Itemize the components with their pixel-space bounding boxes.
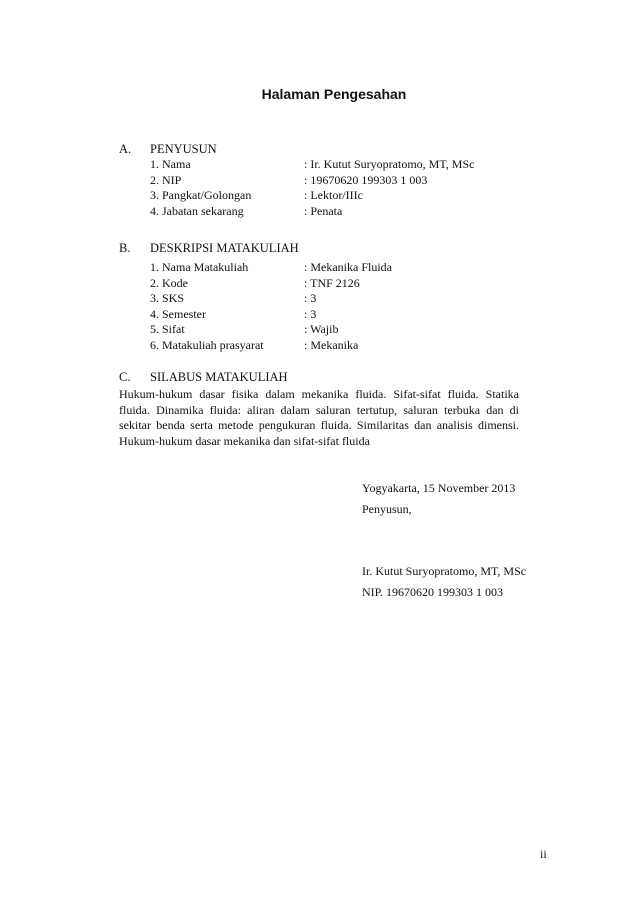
section-a-fields xyxy=(150,157,570,219)
field-row-nama-matakuliah xyxy=(150,260,570,276)
field-row-kode xyxy=(150,276,570,292)
field-value: : 3 xyxy=(304,306,317,321)
field-label: 1. Nama Matakuliah xyxy=(150,260,249,274)
field-label: 4. Semester xyxy=(150,306,206,321)
field-row-pangkat xyxy=(150,188,570,204)
field-value: : Ir. Kutut Suryopratomo, MT, MSc xyxy=(304,157,475,171)
field-value: : Wajib xyxy=(304,322,339,336)
field-label: 6. Matakuliah prasyarat xyxy=(150,337,264,352)
section-a-letter: A. xyxy=(119,142,132,156)
syllabus-text: Hukum-hukum dasar fisika dalam mekanika fluida. Sifat-sifat fluida. Statika fluida. Dinamika fluida: aliran dalam saluran tertutup, saluran terbuka dan di sekitar benda serta metode pengukuran fluida. Similaritas dan analisis dimensi. Hukum-hukum dasar mekanika dan sifat-sifat fluida xyxy=(119,387,519,448)
field-row-prasyarat xyxy=(150,338,570,354)
field-value: : TNF 2126 xyxy=(304,275,360,290)
field-value: : Mekanika Fluida xyxy=(304,260,392,274)
section-a-heading xyxy=(119,142,217,157)
field-row-nama xyxy=(150,157,570,173)
field-label: 1. Nama xyxy=(150,157,191,171)
signature-name: Ir. Kutut Suryopratomo, MT, MSc xyxy=(362,564,527,578)
field-value: : 3 xyxy=(304,291,317,305)
field-value: : Lektor/IIIc xyxy=(304,188,363,202)
section-b-heading xyxy=(119,241,299,256)
signature-place-date: Yogyakarta, 15 November 2013 xyxy=(362,481,516,495)
section-c-heading xyxy=(119,370,288,385)
section-b-title: DESKRIPSI MATAKULIAH xyxy=(150,241,299,255)
section-b-fields xyxy=(150,260,570,353)
field-label: 3. Pangkat/Golongan xyxy=(150,188,252,202)
signature-nip: NIP. 19670620 199303 1 003 xyxy=(362,585,504,599)
field-row-nip xyxy=(150,173,570,189)
field-value: : Mekanika xyxy=(304,337,359,352)
field-row-semester xyxy=(150,307,570,323)
field-label: 2. NIP xyxy=(150,172,182,187)
page-title: Halaman Pengesahan xyxy=(261,86,407,102)
section-c-letter: C. xyxy=(119,370,131,384)
field-label: 2. Kode xyxy=(150,275,188,290)
page-number: ii xyxy=(540,847,547,861)
field-row-sks xyxy=(150,291,570,307)
field-label: 4. Jabatan sekarang xyxy=(150,203,244,218)
signature-role: Penyusun, xyxy=(362,502,412,516)
field-label: 5. Sifat xyxy=(150,322,185,336)
section-c-title: SILABUS MATAKULIAH xyxy=(150,370,288,384)
section-b-letter: B. xyxy=(119,241,131,255)
section-a-title: PENYUSUN xyxy=(150,142,217,156)
field-row-jabatan xyxy=(150,204,570,220)
field-value: : 19670620 199303 1 003 xyxy=(304,172,428,187)
field-row-sifat xyxy=(150,322,570,338)
field-value: : Penata xyxy=(304,203,343,218)
field-label: 3. SKS xyxy=(150,291,185,305)
